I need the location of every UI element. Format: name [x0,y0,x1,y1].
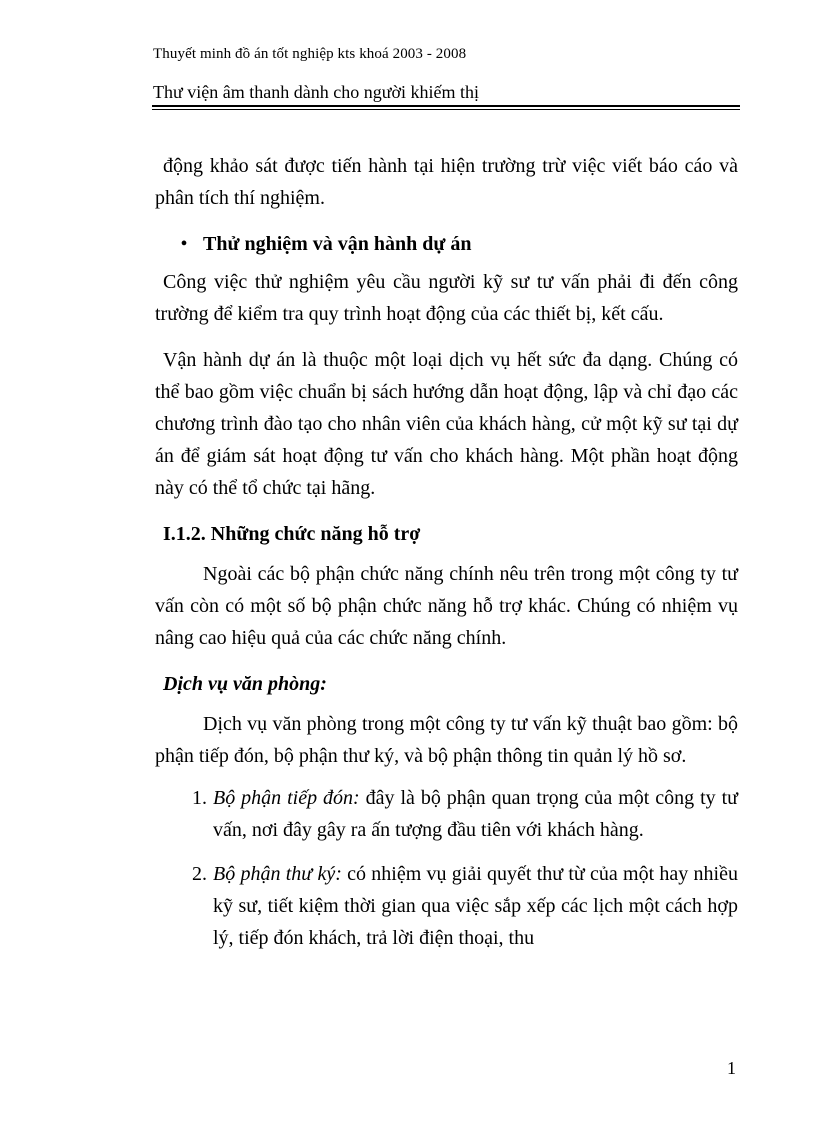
bullet-heading: Thử nghiệm và vận hành dự án [203,233,472,255]
header-rule-thin [152,109,740,110]
list-item-term: Bộ phận tiếp đón: [213,787,360,809]
paragraph-continuation: động khảo sát được tiến hành tại hiện trường trừ việc viết báo cáo và phân tích thí nghiệm. [155,155,738,209]
paragraph-office-services: Dịch vụ văn phòng trong một công ty tư vấn kỹ thuật bao gồm: bộ phận tiếp đón, bộ phận thư ký, và bộ phận thông tin quản lý hồ sơ. [155,713,738,767]
header-rule-thick [152,105,740,107]
list-item-body [213,782,738,846]
list-item [155,782,738,846]
page-number: 1 [727,1058,736,1078]
list-number: 2. [192,863,207,885]
bullet-icon: • [180,233,188,255]
document-body [155,150,738,966]
list-item [155,858,738,954]
running-header-subtitle: Thư viện âm thanh dành cho người khiếm thị [153,82,479,102]
paragraph-support-functions: Ngoài các bộ phận chức năng chính nêu trên trong một công ty tư vấn còn có một số bộ phận chức năng hỗ trợ khác. Chúng có nhiệm vụ nâng cao hiệu quả của các chức năng chính. [155,563,738,649]
subsection-heading: Dịch vụ văn phòng: [163,673,327,695]
paragraph-operation: Vận hành dự án là thuộc một loại dịch vụ hết sức đa dạng. Chúng có thể bao gồm việc chuẩn bị sách hướng dẫn hoạt động, lập và chỉ đạo các chương trình đào tạo cho nhân viên của khách hàng, cử một kỹ sư tại dự án để giám sát hoạt động tư vấn cho khách hàng. Một phần hoạt động này có thể tổ chức tại hãng. [155,349,738,499]
list-item-text: có nhiệm vụ giải quyết thư từ của một hay nhiều kỹ sư, tiết kiệm thời gian qua việc sắp xếp các lịch một cách hợp lý, tiếp đón khách, trả lời điện thoại, thu [213,863,738,949]
numbered-list [155,782,738,954]
list-item-term: Bộ phận thư ký: [213,863,342,885]
list-item-body [213,858,738,954]
list-number: 1. [192,787,207,809]
section-heading: I.1.2. Những chức năng hỗ trợ [163,523,421,545]
list-item-text: đây là bộ phận quan trọng của một công ty tư vấn, nơi đây gây ra ấn tượng đầu tiên với khách hàng. [213,787,738,841]
bullet-item [155,228,738,260]
paragraph-testing: Công việc thử nghiệm yêu cầu người kỹ sư tư vấn phải đi đến công trường để kiểm tra quy trình hoạt động của các thiết bị, kết cấu. [155,271,738,325]
running-header-title: Thuyết minh đồ án tốt nghiệp kts khoá 2003 - 2008 [153,46,467,62]
